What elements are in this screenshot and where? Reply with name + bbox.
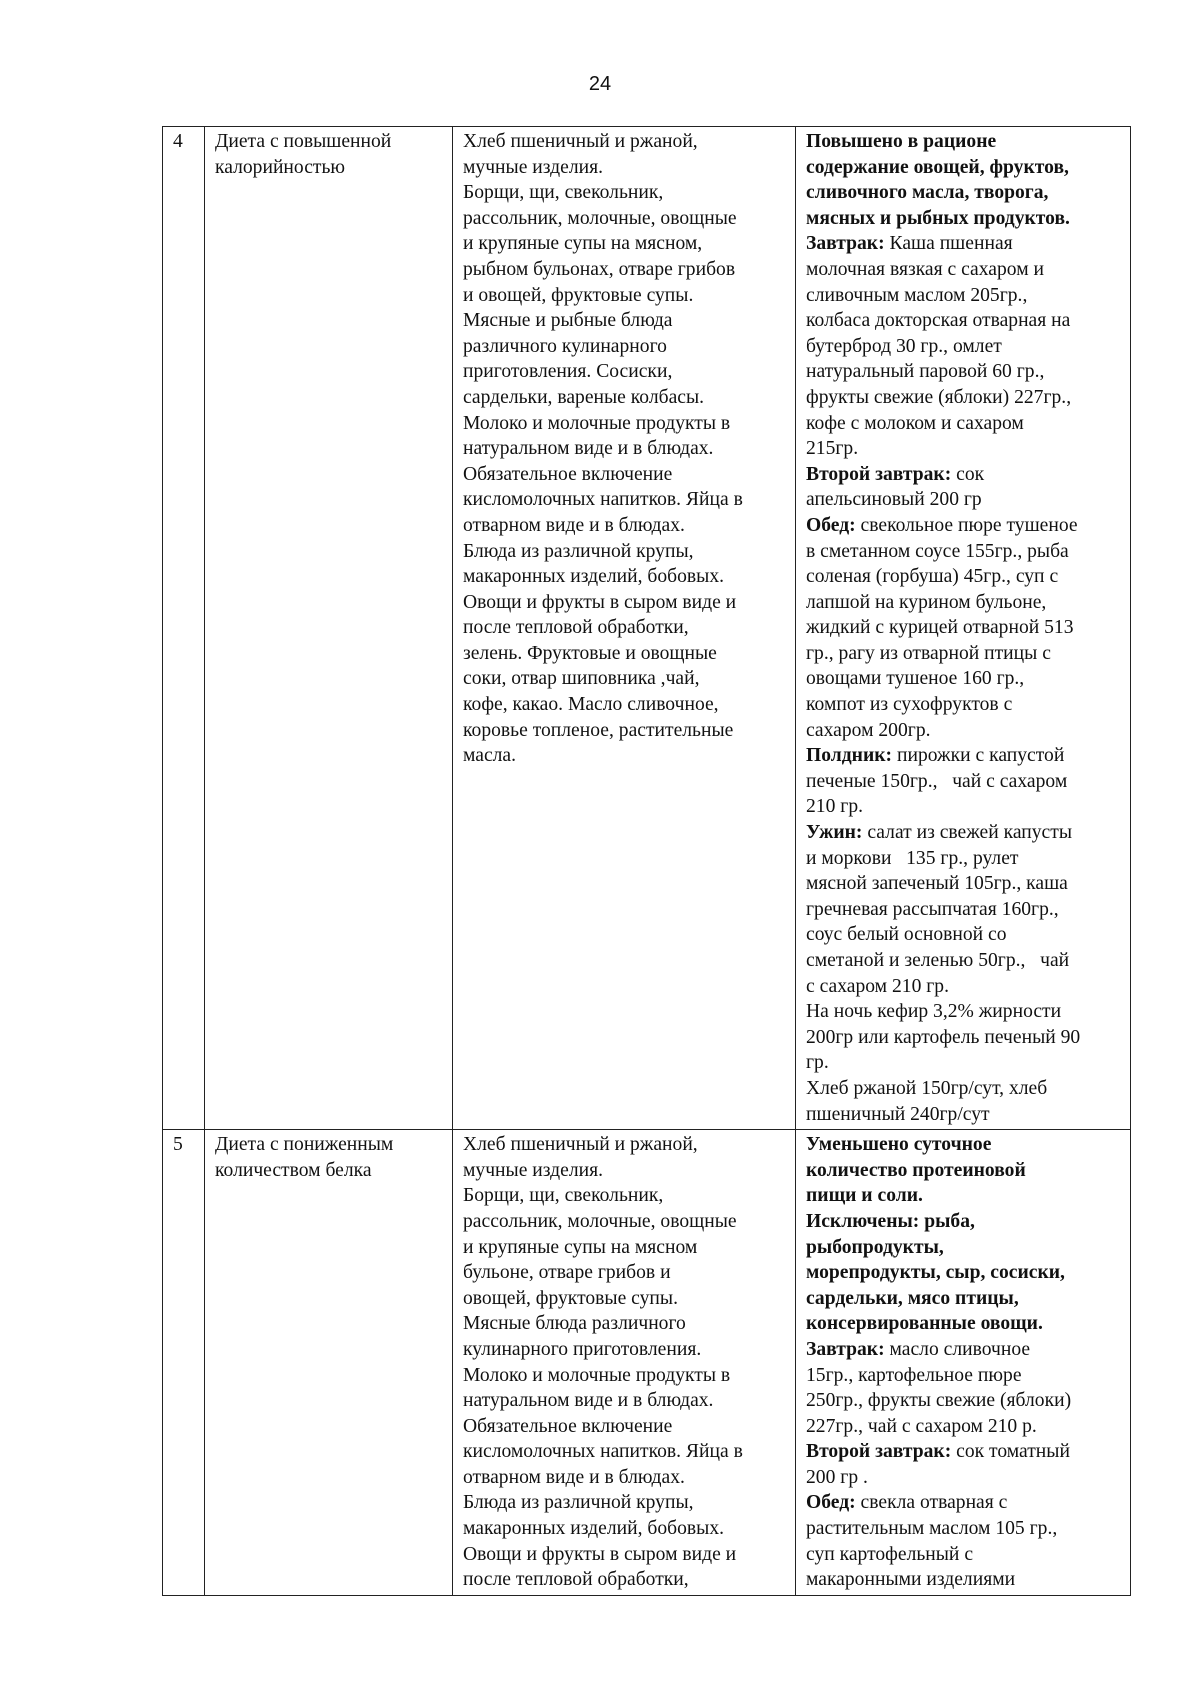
allowed-products-line: рассольник, молочные, овощные bbox=[463, 207, 737, 229]
menu-bold-text: количество протеиновой bbox=[806, 1159, 1026, 1181]
menu-text: апельсиновый 200 гр bbox=[806, 489, 982, 511]
sample-menu-line bbox=[806, 769, 1120, 795]
allowed-products-line: коровье топленое, растительные bbox=[463, 719, 734, 741]
sample-menu-line bbox=[806, 231, 1120, 257]
sample-menu-line bbox=[806, 385, 1120, 411]
menu-text: 210 гр. bbox=[806, 796, 864, 818]
menu-text: колбаса докторская отварная на bbox=[806, 310, 1071, 332]
sample-menu-cell bbox=[796, 127, 1131, 1130]
allowed-products-line: кисломолочных напитков. Яйца в bbox=[463, 1441, 743, 1463]
menu-bold-text: Обед: bbox=[806, 514, 856, 536]
sample-menu-line bbox=[806, 1076, 1120, 1102]
allowed-products-line: Борщи, щи, свекольник, bbox=[463, 1185, 664, 1207]
menu-text: фрукты свежие (яблоки) 227гр., bbox=[806, 386, 1072, 408]
sample-menu-line bbox=[806, 820, 1120, 846]
menu-text: 15гр., картофельное пюре bbox=[806, 1364, 1022, 1386]
sample-menu-line bbox=[806, 436, 1120, 462]
menu-bold-text: содержание овощей, фруктов, bbox=[806, 156, 1069, 178]
allowed-products-line: макаронных изделий, бобовых. bbox=[463, 1518, 725, 1540]
sample-menu-line bbox=[806, 1209, 1120, 1235]
allowed-products-line: кисломолочных напитков. Яйца в bbox=[463, 489, 743, 511]
menu-text: суп картофельный с bbox=[806, 1543, 974, 1565]
sample-menu-line bbox=[806, 871, 1120, 897]
menu-bold-text: Обед: bbox=[806, 1492, 856, 1514]
menu-text: 200 гр . bbox=[806, 1466, 868, 1488]
sample-menu-line bbox=[806, 846, 1120, 872]
menu-text: пшеничный 240гр/сут bbox=[806, 1103, 990, 1125]
sample-menu-line bbox=[806, 1286, 1120, 1312]
allowed-products-line: отварном виде и в блюдах. bbox=[463, 514, 685, 536]
allowed-products-line: и овощей, фруктовые супы. bbox=[463, 284, 694, 306]
sample-menu-line bbox=[806, 487, 1120, 513]
menu-bold-text: Завтрак: bbox=[806, 1338, 885, 1360]
allowed-products-line: Хлеб пшеничный и ржаной, bbox=[463, 1134, 698, 1156]
sample-menu-line bbox=[806, 615, 1120, 641]
allowed-products-line: после тепловой обработки, bbox=[463, 617, 689, 639]
menu-text: гречневая рассыпчатая 160гр., bbox=[806, 898, 1059, 920]
allowed-products-cell bbox=[453, 1130, 796, 1596]
allowed-products-line: после тепловой обработки, bbox=[463, 1569, 689, 1591]
sample-menu-line bbox=[806, 283, 1120, 309]
menu-text: Хлеб ржаной 150гр/сут, хлеб bbox=[806, 1077, 1048, 1099]
menu-text: жидкий с курицей отварной 513 bbox=[806, 617, 1074, 639]
sample-menu-line bbox=[806, 334, 1120, 360]
menu-bold-text: пищи и соли. bbox=[806, 1185, 923, 1207]
sample-menu-line bbox=[806, 1102, 1120, 1128]
allowed-products-line: отварном виде и в блюдах. bbox=[463, 1466, 685, 1488]
menu-text: и моркови 135 гр., рулет bbox=[806, 847, 1019, 869]
menu-text: 250гр., фрукты свежие (яблоки) bbox=[806, 1390, 1072, 1412]
table-row bbox=[163, 1130, 1131, 1596]
allowed-products-line: мучные изделия. bbox=[463, 1159, 604, 1181]
sample-menu-line bbox=[806, 666, 1120, 692]
sample-menu-line bbox=[806, 641, 1120, 667]
sample-menu-line bbox=[806, 1414, 1120, 1440]
sample-menu-line bbox=[806, 1235, 1120, 1261]
sample-menu-line bbox=[806, 590, 1120, 616]
menu-text: лапшой на курином бульоне, bbox=[806, 591, 1047, 613]
sample-menu-cell bbox=[796, 1130, 1131, 1596]
allowed-products-line: Молоко и молочные продукты в bbox=[463, 1364, 731, 1386]
menu-text: бутерброд 30 гр., омлет bbox=[806, 335, 1002, 357]
menu-text: Каша пшенная bbox=[884, 233, 1013, 255]
allowed-products-line: кофе, какао. Масло сливочное, bbox=[463, 694, 719, 716]
allowed-products-line: бульоне, отваре грибов и bbox=[463, 1262, 671, 1284]
sample-menu-line bbox=[806, 1337, 1120, 1363]
menu-bold-text: Второй завтрак: bbox=[806, 1441, 952, 1463]
sample-menu-line bbox=[806, 922, 1120, 948]
allowed-products-line: Обязательное включение bbox=[463, 1415, 673, 1437]
sample-menu-line bbox=[806, 1363, 1120, 1389]
menu-bold-text: Второй завтрак: bbox=[806, 463, 952, 485]
allowed-products-line: Блюда из различной крупы, bbox=[463, 540, 694, 562]
menu-text: компот из сухофруктов с bbox=[806, 694, 1013, 716]
menu-text: гр. bbox=[806, 1052, 829, 1074]
sample-menu-line bbox=[806, 206, 1120, 232]
menu-bold-text: сардельки, мясо птицы, bbox=[806, 1287, 1019, 1309]
sample-menu-line bbox=[806, 257, 1120, 283]
menu-bold-text: Повышено в рационе bbox=[806, 131, 997, 152]
sample-menu-line bbox=[806, 411, 1120, 437]
row-number-cell: 4 bbox=[163, 127, 205, 1130]
allowed-products-line: макаронных изделий, бобовых. bbox=[463, 566, 725, 588]
diet-name-line: количеством белка bbox=[215, 1159, 372, 1181]
menu-text: сливочным маслом 205гр., bbox=[806, 284, 1028, 306]
allowed-products-cell bbox=[453, 127, 796, 1130]
diet-name-cell bbox=[205, 1130, 453, 1596]
sample-menu-line bbox=[806, 1025, 1120, 1051]
menu-bold-text: Уменьшено суточное bbox=[806, 1134, 992, 1156]
allowed-products-line: Молоко и молочные продукты в bbox=[463, 412, 731, 434]
sample-menu-line bbox=[806, 1183, 1120, 1209]
allowed-products-line: и крупяные супы на мясном bbox=[463, 1236, 698, 1258]
sample-menu-line bbox=[806, 1567, 1120, 1593]
menu-text: свекольное пюре тушеное bbox=[855, 514, 1078, 536]
sample-menu-line bbox=[806, 1516, 1120, 1542]
menu-bold-text: Ужин: bbox=[806, 822, 863, 844]
allowed-products-line: различного кулинарного bbox=[463, 335, 667, 357]
sample-menu-line bbox=[806, 999, 1120, 1025]
allowed-products-line: кулинарного приготовления. bbox=[463, 1338, 702, 1360]
diet-table bbox=[162, 126, 1131, 1596]
sample-menu-line bbox=[806, 1311, 1120, 1337]
sample-menu-line bbox=[806, 1388, 1120, 1414]
menu-text: На ночь кефир 3,2% жирности bbox=[806, 1001, 1062, 1023]
sample-menu-line bbox=[806, 743, 1120, 769]
menu-text: 227гр., чай с сахаром 210 р. bbox=[806, 1415, 1037, 1437]
menu-text: с сахаром 210 гр. bbox=[806, 975, 950, 997]
sample-menu-line bbox=[806, 308, 1120, 334]
menu-text: сок bbox=[951, 463, 985, 485]
sample-menu-line bbox=[806, 462, 1120, 488]
menu-bold-text: консервированные овощи. bbox=[806, 1313, 1043, 1335]
allowed-products-line: сардельки, вареные колбасы. bbox=[463, 386, 705, 408]
allowed-products-line: мучные изделия. bbox=[463, 156, 604, 178]
sample-menu-line bbox=[806, 1542, 1120, 1568]
menu-text: печеные 150гр., чай с сахаром bbox=[806, 770, 1068, 792]
menu-bold-text: Исключены: рыба, bbox=[806, 1210, 975, 1232]
menu-text: мясной запеченый 105гр., каша bbox=[806, 873, 1068, 895]
menu-text: гр., рагу из отварной птицы с bbox=[806, 642, 1051, 664]
page-number: 24 bbox=[588, 73, 612, 95]
sample-menu-line bbox=[806, 718, 1120, 744]
sample-menu-line bbox=[806, 1490, 1120, 1516]
menu-bold-text: рыбопродукты, bbox=[806, 1236, 944, 1258]
sample-menu-line bbox=[806, 692, 1120, 718]
menu-text: свекла отварная с bbox=[855, 1492, 1008, 1514]
menu-text: овощами тушеное 160 гр., bbox=[806, 668, 1025, 690]
menu-text: соус белый основной со bbox=[806, 924, 1007, 946]
menu-text: макаронными изделиями bbox=[806, 1569, 1016, 1591]
allowed-products-line: соки, отвар шиповника ,чай, bbox=[463, 668, 700, 690]
diet-name-cell bbox=[205, 127, 453, 1130]
menu-text: соленая (горбуша) 45гр., суп с bbox=[806, 566, 1059, 588]
menu-text: сахаром 200гр. bbox=[806, 719, 931, 741]
allowed-products-line: Борщи, щи, свекольник, bbox=[463, 182, 664, 204]
allowed-products-line: Овощи и фрукты в сыром виде и bbox=[463, 591, 737, 613]
sample-menu-line bbox=[806, 539, 1120, 565]
sample-menu-line bbox=[806, 155, 1120, 181]
sample-menu-line bbox=[806, 1465, 1120, 1491]
row-number-cell: 5 bbox=[163, 1130, 205, 1596]
allowed-products-line: и крупяные супы на мясном, bbox=[463, 233, 703, 255]
allowed-products-line: Овощи и фрукты в сыром виде и bbox=[463, 1543, 737, 1565]
sample-menu-line bbox=[806, 1439, 1120, 1465]
menu-text: 200гр или картофель печеный 90 bbox=[806, 1026, 1081, 1048]
allowed-products-line: приготовления. Сосиски, bbox=[463, 361, 673, 383]
sample-menu-line bbox=[806, 1132, 1120, 1158]
menu-text: сок томатный bbox=[951, 1441, 1070, 1463]
allowed-products-line: Хлеб пшеничный и ржаной, bbox=[463, 131, 698, 152]
allowed-products-line: овощей, фруктовые супы. bbox=[463, 1287, 678, 1309]
allowed-products-line: натуральном виде и в блюдах. bbox=[463, 1390, 714, 1412]
menu-bold-text: сливочного масла, творога, bbox=[806, 182, 1049, 204]
sample-menu-line bbox=[806, 794, 1120, 820]
menu-text: кофе с молоком и сахаром bbox=[806, 412, 1024, 434]
diet-name-line: Диета с повышенной bbox=[215, 131, 392, 152]
menu-text: салат из свежей капусты bbox=[862, 822, 1072, 844]
sample-menu-line bbox=[806, 948, 1120, 974]
menu-text: масло сливочное bbox=[884, 1338, 1031, 1360]
menu-bold-text: Завтрак: bbox=[806, 233, 885, 255]
sample-menu-line bbox=[806, 1050, 1120, 1076]
sample-menu-line bbox=[806, 180, 1120, 206]
allowed-products-line: зелень. Фруктовые и овощные bbox=[463, 642, 717, 664]
sample-menu-line bbox=[806, 1260, 1120, 1286]
diet-name-line: калорийностью bbox=[215, 156, 346, 178]
allowed-products-line: рассольник, молочные, овощные bbox=[463, 1210, 737, 1232]
table-row bbox=[163, 127, 1131, 1130]
sample-menu-line bbox=[806, 1158, 1120, 1184]
table-body bbox=[163, 127, 1131, 1596]
diet-name-line: Диета с пониженным bbox=[215, 1134, 394, 1156]
menu-text: сметаной и зеленью 50гр., чай bbox=[806, 950, 1070, 971]
menu-bold-text: Полдник: bbox=[806, 745, 893, 767]
menu-text: молочная вязкая с сахаром и bbox=[806, 258, 1044, 280]
sample-menu-line bbox=[806, 897, 1120, 923]
sample-menu-line bbox=[806, 564, 1120, 590]
allowed-products-line: рыбном бульонах, отваре грибов bbox=[463, 258, 736, 280]
sample-menu-line bbox=[806, 359, 1120, 385]
menu-text: 215гр. bbox=[806, 438, 859, 460]
allowed-products-line: Обязательное включение bbox=[463, 463, 673, 485]
menu-bold-text: мясных и рыбных продуктов. bbox=[806, 207, 1070, 229]
menu-bold-text: морепродукты, сыр, сосиски, bbox=[806, 1262, 1065, 1284]
sample-menu-line bbox=[806, 513, 1120, 539]
sample-menu-line bbox=[806, 129, 1120, 155]
menu-text: растительным маслом 105 гр., bbox=[806, 1518, 1058, 1540]
sample-menu-line bbox=[806, 974, 1120, 1000]
allowed-products-line: масла. bbox=[463, 745, 517, 767]
allowed-products-line: натуральном виде и в блюдах. bbox=[463, 438, 714, 460]
menu-text: натуральный паровой 60 гр., bbox=[806, 361, 1045, 383]
allowed-products-line: Мясные и рыбные блюда bbox=[463, 310, 673, 332]
menu-text: в сметанном соусе 155гр., рыба bbox=[806, 540, 1069, 562]
allowed-products-line: Мясные блюда различного bbox=[463, 1313, 686, 1335]
allowed-products-line: Блюда из различной крупы, bbox=[463, 1492, 694, 1514]
menu-text: пирожки с капустой bbox=[892, 745, 1065, 767]
